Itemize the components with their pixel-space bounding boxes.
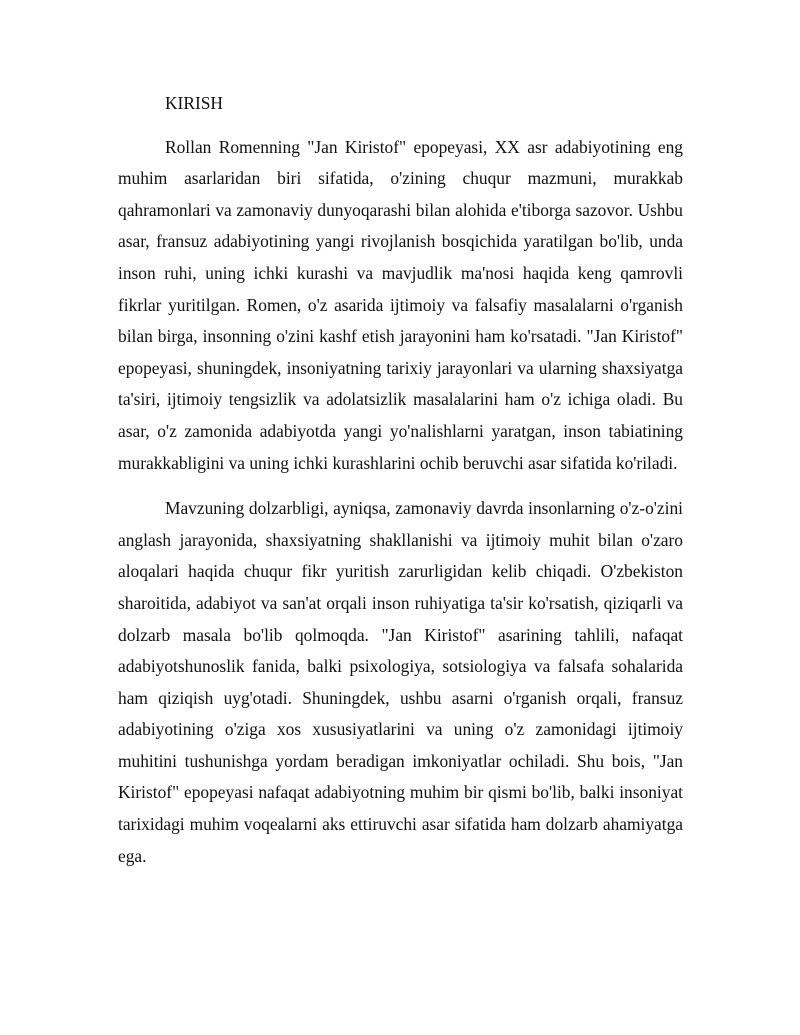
paragraph-1: Rollan Romenning "Jan Kiristof" epopeyasi, XX asr adabiyotining eng muhim asarlaridan biri sifatida, o'zining chuqur mazmuni, murakkab qahramonlari va zamonaviy dunyoqarashi bilan alohida e'tiborga sazovor. Ushbu asar, fransuz adabiyotining yangi rivojlanish bosqichida yaratilgan bo'lib, unda inson ruhi, uning ichki kurashi va mavjudlik ma'nosi haqida keng qamrovli fikrlar yuritilgan. Romen, o'z asarida ijtimoiy va falsafiy masalalarni o'rganish bilan birga, insonning o'zini kashf etish jarayonini ham ko'rsatadi. "Jan Kiristof" epopeyasi, shuningdek, insoniyatning tarixiy jarayonlari va ularning shaxsiyatga ta'siri, ijtimoiy tengsizlik va adolatsizlik masalalarini ham o'z ichiga oladi. Bu asar, o'z zamonida adabiyotda yangi yo'nalishlarni yaratgan, inson tabiatining murakkabligini va uning ichki kurashlarini ochib beruvchi asar sifatida ko'riladi. xyxy=(118,136,683,473)
section-heading: KIRISH xyxy=(165,93,223,113)
document-body xyxy=(118,88,683,886)
paragraph-2: Mavzuning dolzarbligi, ayniqsa, zamonaviy davrda insonlarning o'z-o'zini anglash jarayonida, shaxsiyatning shakllanishi va ijtimoiy muhit bilan o'zaro aloqalari haqida chuqur fikr yuritish zarurligidan kelib chiqadi. O'zbekiston sharoitida, adabiyot va san'at orqali inson ruhiyatiga ta'sir ko'rsatish, qiziqarli va dolzarb masala bo'lib qolmoqda. "Jan Kiristof" asarining tahlili, nafaqat adabiyotshunoslik fanida, balki psixologiya, sotsiologiya va falsafa sohalarida ham qiziqish uyg'otadi. Shuningdek, ushbu asarni o'rganish orqali, fransuz adabiyotining o'ziga xos xususiyatlarini va uning o'z zamonidagi ijtimoiy muhitini tushunishga yordam beradigan imkoniyatlar ochiladi. Shu bois, "Jan Kiristof" epopeyasi nafaqat adabiyotning muhim bir qismi bo'lib, balki insoniyat tarixidagi muhim voqealarni aks ettiruvchi asar sifatida ham dolzarb ahamiyatga ega. xyxy=(118,498,683,866)
